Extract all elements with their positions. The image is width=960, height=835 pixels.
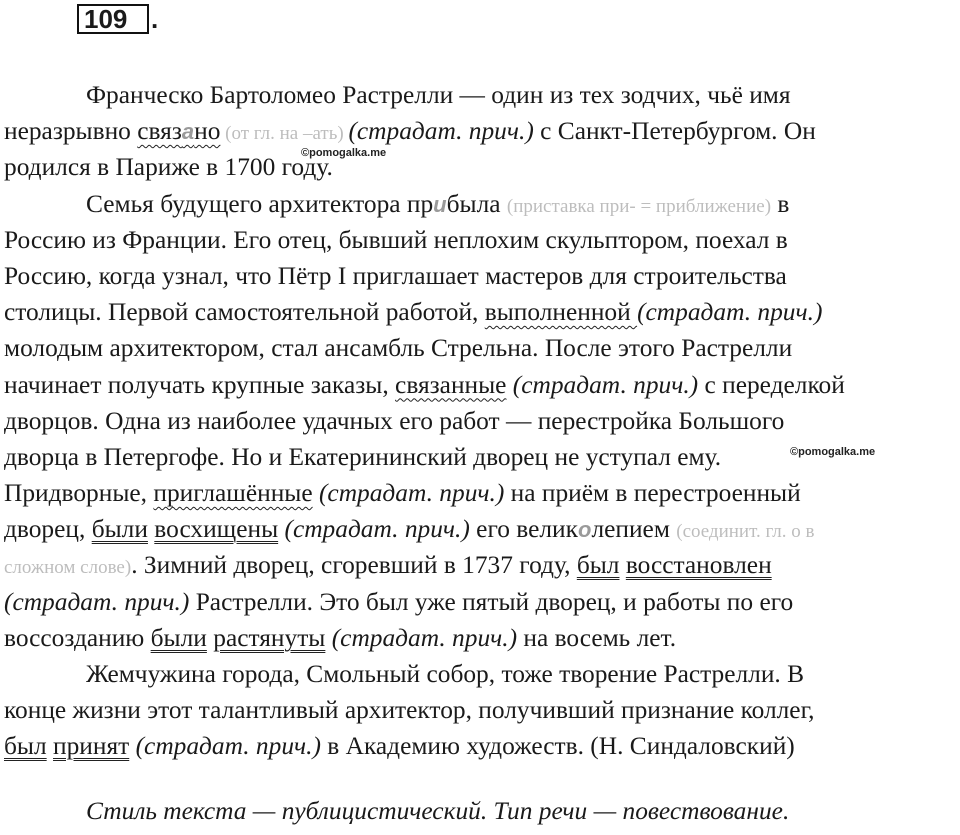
text-line xyxy=(4,294,960,330)
text-line xyxy=(4,330,960,366)
predicate-underline: принят xyxy=(53,732,130,761)
text-segment: неразрывно xyxy=(4,117,138,146)
text-segment: дворец, xyxy=(4,515,92,544)
text-segment: в xyxy=(771,189,790,218)
text-line xyxy=(4,620,960,656)
text-line xyxy=(4,475,960,511)
text-segment: с Санкт-Петербургом. Он xyxy=(533,117,816,146)
text-segment: на приём в перестроенный xyxy=(504,479,801,508)
text-segment: Растрелли. Это был уже пятый дворец, и работы по его xyxy=(189,587,794,616)
italic-note: (страдат. прич.) xyxy=(278,515,470,544)
text-line xyxy=(4,656,960,692)
italic-note: (страдат. прич.) xyxy=(129,732,321,761)
text-segment: столицы. Первой самостоятельной работой, xyxy=(4,298,485,327)
text-line xyxy=(4,186,960,222)
text-segment: начинает получать крупные заказы, xyxy=(4,370,396,399)
predicate-underline: восхищены xyxy=(154,515,279,544)
participle-underline xyxy=(137,117,220,145)
predicate-underline: был xyxy=(4,732,47,761)
text-segment: . Зимний дворец, сгоревший в 1737 году, xyxy=(131,551,577,580)
predicate-underline: растянуты xyxy=(213,623,326,652)
text-segment: молодым архитектором, стал ансамбль Стрельна. После этого Растрелли xyxy=(4,334,793,363)
gray-note: сложном слове) xyxy=(4,557,132,579)
italic-note: (страдат. прич.) xyxy=(506,370,699,399)
text-line xyxy=(4,403,960,439)
italic-note: (страдат. прич.) xyxy=(348,117,534,146)
text-line xyxy=(4,258,960,294)
text-line xyxy=(4,584,960,620)
exercise-text xyxy=(4,77,960,765)
text-segment: Франческо Бартоломео Растрелли — один из тех зодчих, чьё имя xyxy=(86,81,791,109)
text-line xyxy=(4,728,960,764)
text-line xyxy=(4,511,960,547)
text-segment: Россию из Франции. Его отец, бывший неплохим скульптором, поехал в xyxy=(4,225,788,254)
text-segment: Жемчужина города, Смольный собор, тоже творение Растрелли. В xyxy=(86,660,805,688)
text-segment: воссозданию xyxy=(4,623,151,652)
exercise-number-dot: . xyxy=(151,4,159,34)
text-line xyxy=(4,113,960,149)
watermark-text: ©pomogalka.me xyxy=(301,147,387,159)
highlighted-letter: и xyxy=(433,191,447,217)
text-segment: но xyxy=(194,117,221,146)
italic-note: (страдат. прич.) xyxy=(312,479,505,508)
highlighted-letter: а xyxy=(181,119,195,145)
text-segment: его велик xyxy=(469,515,578,544)
text-line xyxy=(4,692,960,728)
text-segment: связ xyxy=(137,117,182,146)
text-segment: родился в Париже в 1700 году. xyxy=(4,153,333,182)
text-segment: на восемь лет. xyxy=(517,623,677,652)
text-segment: лепием xyxy=(591,515,677,544)
text-line xyxy=(4,367,960,403)
text-segment: в Академию художеств. (Н. Синдаловский) xyxy=(320,732,795,761)
italic-note: (страдат. прич.) xyxy=(325,623,518,652)
predicate-underline: были xyxy=(91,515,148,544)
gray-note: (соединит. гл. о в xyxy=(676,521,815,543)
text-segment: Придворные, xyxy=(4,479,154,508)
italic-note: (страдат. прич.) xyxy=(4,587,190,616)
italic-note: (страдат. прич.) xyxy=(637,298,823,327)
text-segment: Семья будущего архитектора пр xyxy=(86,189,434,218)
predicate-underline: восстановлен xyxy=(625,551,772,580)
predicate-underline: были xyxy=(150,623,207,652)
text-segment: дворца в Петергофе. Но и Екатерининский дворец не уступал ему. xyxy=(4,442,722,471)
predicate-underline: был xyxy=(576,551,620,580)
text-segment: была xyxy=(446,189,507,218)
text-line xyxy=(4,149,960,185)
text-segment: Россию, когда узнал, что Пётр I приглашает мастеров для строительства xyxy=(4,261,787,290)
text-line xyxy=(4,222,960,258)
gray-note: (от гл. на –ать) xyxy=(220,123,349,145)
text-line xyxy=(4,547,960,583)
participle-underline: приглашённые xyxy=(153,479,313,508)
text-line xyxy=(4,77,960,113)
gray-note: (приставка при- = приближение) xyxy=(506,195,772,217)
exercise-number: 109 xyxy=(84,4,128,34)
participle-underline: выполненной xyxy=(484,298,638,327)
exercise-number-box xyxy=(77,4,149,34)
text-segment: с переделкой xyxy=(698,370,845,399)
watermark-text: ©pomogalka.me xyxy=(790,446,876,458)
highlighted-letter: о xyxy=(577,517,592,543)
text-segment: конце жизни этот талантливый архитектор, получивший признание коллег, xyxy=(4,696,815,725)
participle-underline: связанные xyxy=(395,370,507,399)
conclusion-line: Стиль текста — публицистический. Тип речи — повествование. xyxy=(86,797,790,825)
text-segment: дворцов. Одна из наиболее удачных его работ — перестройка Большого xyxy=(4,406,785,435)
